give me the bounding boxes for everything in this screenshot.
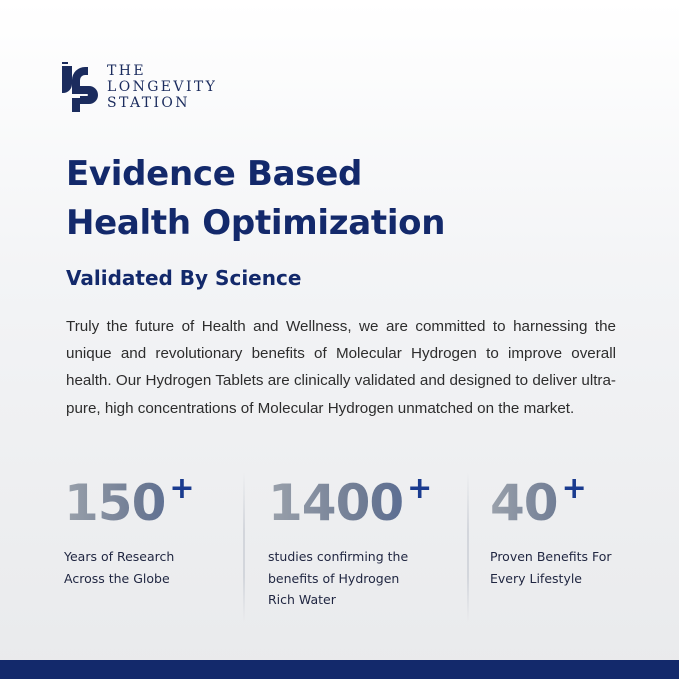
brand-logo xyxy=(58,60,217,114)
stat-label-line: Years of Research xyxy=(64,549,175,564)
brand-name xyxy=(107,63,217,111)
headline-line-2: Health Optimization xyxy=(66,203,446,243)
stat-label-line: Every Lifestyle xyxy=(490,570,582,586)
stat-label xyxy=(64,546,194,589)
stat-number: 1400 xyxy=(268,474,404,532)
page-headline xyxy=(66,150,445,248)
stat-label xyxy=(268,546,431,611)
stat-benefits xyxy=(490,468,611,589)
stat-value xyxy=(64,468,194,538)
stat-value xyxy=(490,468,611,538)
headline-line-1: Evidence Based xyxy=(66,154,362,194)
longevity-station-logo-icon xyxy=(58,60,98,114)
stat-label-line: studies confirming the xyxy=(268,549,409,564)
stat-label xyxy=(490,546,611,589)
stat-years-research xyxy=(64,468,194,589)
plus-icon: + xyxy=(407,471,432,506)
stat-label-line: benefits of Hydrogen xyxy=(268,570,400,586)
stat-divider xyxy=(243,472,245,622)
page-subheadline: Validated By Science xyxy=(66,266,302,290)
stat-value xyxy=(268,468,431,538)
stat-label-line: Proven Benefits For xyxy=(490,549,612,564)
stat-divider xyxy=(467,472,469,622)
footer-bar xyxy=(0,660,679,679)
plus-icon: + xyxy=(561,471,586,506)
stat-number: 40 xyxy=(490,474,558,532)
stat-label-line: Rich Water xyxy=(268,592,336,607)
brand-line-3: STATION xyxy=(107,95,190,111)
brand-line-1: THE xyxy=(107,63,146,79)
stat-number: 150 xyxy=(64,474,166,532)
brand-line-2: LONGEVITY xyxy=(107,79,218,95)
plus-icon: + xyxy=(169,471,194,506)
stats-section xyxy=(0,468,679,628)
intro-paragraph: Truly the future of Health and Wellness, we are committed to harnessing the unique and revolutionary benefits of Molecular Hydrogen to improve overall health. Our Hydrogen Tablets are clinically validated and designed to deliver ultra-pure, high concentrations of Molecular Hydrogen unmatched on the market. xyxy=(66,318,616,417)
stat-label-line: Across the Globe xyxy=(64,570,170,586)
stat-studies xyxy=(268,468,431,611)
